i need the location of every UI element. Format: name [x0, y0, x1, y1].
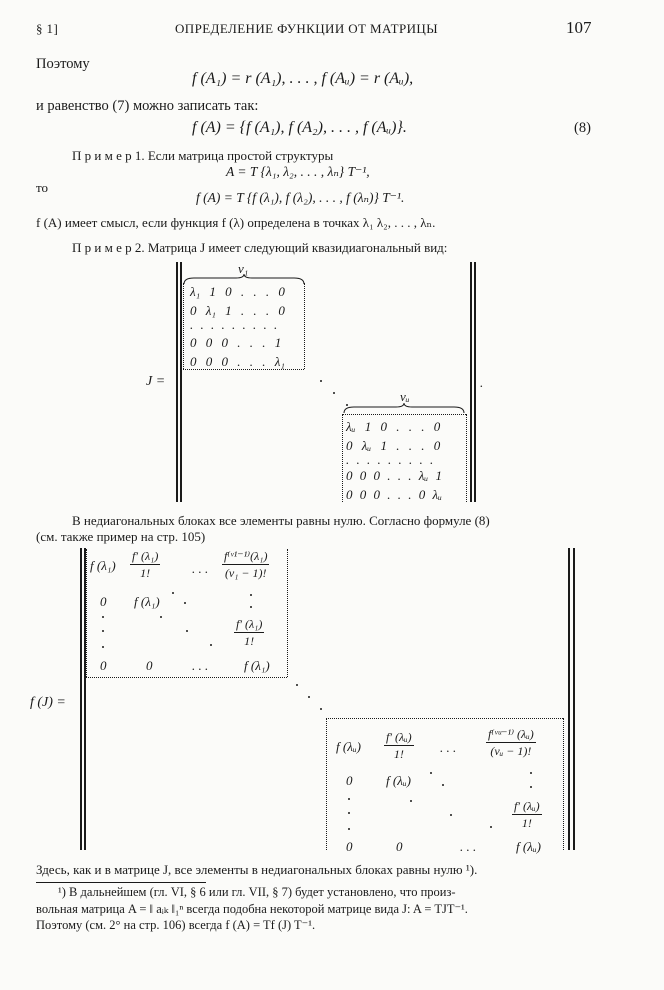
text-meaning: f (A) имеет смысл, если функция f (λ) определена в точках λ₁ λ₂, . . . , λₙ. — [36, 215, 436, 230]
fj-b1-zero-3: 0 — [146, 658, 153, 673]
fj-blocku-top-border — [326, 718, 563, 719]
fj-bu-dot — [490, 826, 492, 828]
text-and-equality: и равенство (7) можно записать так: — [36, 98, 259, 114]
footnote-line-3: Поэтому (см. 2° на стр. 106) всегда f (A) = Tf (J) T⁻¹. — [36, 918, 316, 932]
fj-bu-dn-num: f⁽ᵛᵘ⁻¹⁾ (λᵤ) — [488, 727, 534, 741]
fj-b1-d1-num: f′ (λ₁) — [132, 549, 159, 563]
matrix-j-left-bar-1 — [176, 262, 178, 502]
fj-b1-dot — [184, 602, 186, 604]
matrix-j-trailing: . — [480, 375, 484, 390]
fj-bu-dots: . . . — [440, 740, 457, 755]
fj-block1-left-border — [86, 549, 87, 677]
matrix-fj-right-bar-2 — [573, 548, 575, 850]
matrix-fj-lhs: f (J) = — [30, 695, 66, 710]
fj-bu-dn — [486, 728, 536, 757]
footnote-line-1: ¹) В дальнейшем (гл. VI, § 6 или гл. VII, § 7) будет установлено, что произ- — [58, 885, 456, 899]
fj-bu-dot — [348, 828, 350, 830]
equation-4: f (A) = T {f (λ₁), f (λ₂), . . . , f (λₙ)} T⁻¹. — [196, 190, 405, 205]
nuu-label: νᵤ — [400, 389, 410, 404]
fj-b1-dots-2: . . . — [192, 658, 209, 673]
fj-bu-f-last: f (λᵤ) — [516, 839, 541, 854]
fj-b1-f-diag: f (λ₁) — [134, 594, 160, 609]
fj-b1-dot — [172, 592, 174, 594]
fj-bu-dot — [530, 772, 532, 774]
matrix-fj-left-bar-1 — [80, 548, 82, 850]
running-title: ОПРЕДЕЛЕНИЕ ФУНКЦИИ ОТ МАТРИЦЫ — [175, 21, 438, 36]
fj-bu-d2-den: 1! — [521, 815, 532, 830]
diag-dot — [333, 392, 335, 394]
block1-bottom-border — [183, 369, 304, 370]
fj-bu-zero-3: 0 — [396, 839, 403, 854]
fj-bu-zero-2: 0 — [346, 839, 353, 854]
fj-b1-dot — [102, 616, 104, 618]
fj-b1-f: f (λ₁) — [90, 558, 116, 573]
matrix-j-right-bar-2 — [474, 262, 476, 502]
fj-diag-dot — [320, 708, 322, 710]
block1-row-5: 0 0 0 . . . λ₁ — [190, 354, 285, 369]
example-2-heading: П р и м е р 2. Матрица J имеет следующий квазидиагональный вид: — [72, 240, 448, 255]
blocku-left-border — [342, 414, 343, 502]
block1-row-2: 0 λ₁ 1 . . . 0 — [190, 303, 285, 318]
fj-b1-d1 — [130, 550, 160, 579]
fj-bu-dot — [530, 786, 532, 788]
fj-b1-dot — [250, 606, 252, 608]
fj-b1-zero-2: 0 — [100, 658, 107, 673]
text-therefore: Поэтому — [36, 56, 90, 72]
example-1-heading: П р и м е р 1. Если матрица простой структуры — [72, 148, 334, 163]
diag-dot — [320, 380, 322, 382]
block1-row-3: . . . . . . . . . — [190, 317, 280, 332]
fj-block1-right-border — [287, 549, 288, 677]
fj-b1-dot — [102, 646, 104, 648]
fj-b1-dn — [222, 550, 269, 579]
fj-b1-dot — [186, 630, 188, 632]
equation-2: f (A) = {f (A₁), f (A₂), . . . , f (Aᵤ)}. — [192, 119, 407, 136]
text-paragraph-1-line-2: (см. также пример на стр. 105) — [36, 529, 206, 544]
nu1-label: ν₁ — [238, 261, 249, 276]
fj-bu-zero: 0 — [346, 773, 353, 788]
fj-bu-dot — [410, 800, 412, 802]
text-paragraph-2: Здесь, как и в матрице J, все элементы в недиагональных блоках равны нулю ¹). — [36, 862, 478, 877]
matrix-j-lhs: J = — [146, 374, 166, 389]
fj-bu-d1-den: 1! — [393, 746, 404, 761]
fj-b1-dot — [250, 594, 252, 596]
fj-bu-dn-den: (νᵤ − 1)! — [490, 743, 532, 758]
fj-bu-dot — [450, 814, 452, 816]
fj-bu-d1-num: f′ (λᵤ) — [386, 730, 412, 744]
block1-left-border — [183, 283, 184, 369]
fj-bu-dot — [430, 772, 432, 774]
fj-bu-dot — [348, 812, 350, 814]
blocku-row-4: 0 0 0 . . . λᵤ 1 — [346, 468, 442, 483]
fj-diag-dot — [308, 696, 310, 698]
blocku-right-border — [466, 414, 467, 502]
fj-blocku-right-border — [563, 718, 564, 850]
fj-bu-dot — [442, 784, 444, 786]
fj-blocku-left-border — [326, 718, 327, 850]
blocku-row-5: 0 0 0 . . . 0 λᵤ — [346, 487, 442, 502]
blocku-row-3: . . . . . . . . . — [346, 452, 436, 467]
fj-block1-bottom-border — [86, 677, 287, 678]
footnote-rule — [36, 882, 206, 883]
fj-b1-zero: 0 — [100, 594, 107, 609]
fj-b1-f-last: f (λ₁) — [244, 658, 270, 673]
fj-b1-d1-den: 1! — [140, 565, 151, 580]
equation-1: f (A₁) = r (A₁), . . . , f (Aᵤ) = r (Aᵤ), — [192, 70, 414, 87]
fj-b1-dot — [102, 630, 104, 632]
fj-bu-d2 — [512, 800, 542, 829]
fj-bu-d1 — [384, 731, 414, 760]
fj-b1-dots: . . . — [192, 561, 209, 576]
fj-diag-dot — [296, 684, 298, 686]
fj-bu-dot — [348, 798, 350, 800]
fj-b1-d2-den: 1! — [244, 633, 255, 648]
blocku-top-border — [342, 414, 466, 415]
fj-b1-d2-num: f′ (λ₁) — [236, 617, 263, 631]
matrix-j-right-bar-1 — [470, 262, 472, 502]
fj-bu-dots-2: . . . — [460, 839, 477, 854]
matrix-j-left-bar-2 — [180, 262, 182, 502]
block1-row-4: 0 0 0 . . . 1 — [190, 335, 282, 350]
fj-b1-d2 — [234, 618, 264, 647]
equation-3: A = T {λ₁, λ₂, . . . , λₙ} T⁻¹, — [226, 164, 370, 179]
blocku-row-1: λᵤ 1 0 . . . 0 — [346, 419, 441, 434]
page-number: 107 — [566, 18, 592, 37]
fj-b1-dot — [160, 616, 162, 618]
fj-bu-d2-num: f′ (λᵤ) — [514, 799, 540, 813]
footnote-line-2: вольная матрица A = ‖ aᵢₖ ‖₁ⁿ всегда подобна некоторой матрице вида J: A = TJT⁻¹. — [36, 902, 468, 916]
matrix-fj-right-bar-1 — [568, 548, 570, 850]
section-mark: § 1] — [36, 21, 59, 36]
equation-2-number: (8) — [574, 120, 591, 136]
fj-b1-dn-den: (ν₁ − 1)! — [224, 565, 267, 580]
block1-right-border — [304, 283, 305, 369]
blocku-row-2: 0 λᵤ 1 . . . 0 — [346, 438, 441, 453]
fj-bu-f: f (λᵤ) — [336, 739, 361, 754]
fj-b1-dot — [210, 644, 212, 646]
text-then: то — [36, 180, 49, 195]
text-paragraph-1-line-1: В недиагональных блоках все элементы равны нулю. Согласно формуле (8) — [72, 513, 490, 528]
fj-bu-f-diag: f (λᵤ) — [386, 773, 411, 788]
fj-b1-dn-num: f⁽ᵛ¹⁻¹⁾(λ₁) — [224, 549, 268, 563]
block1-row-1: λ₁ 1 0 . . . 0 — [190, 284, 285, 299]
